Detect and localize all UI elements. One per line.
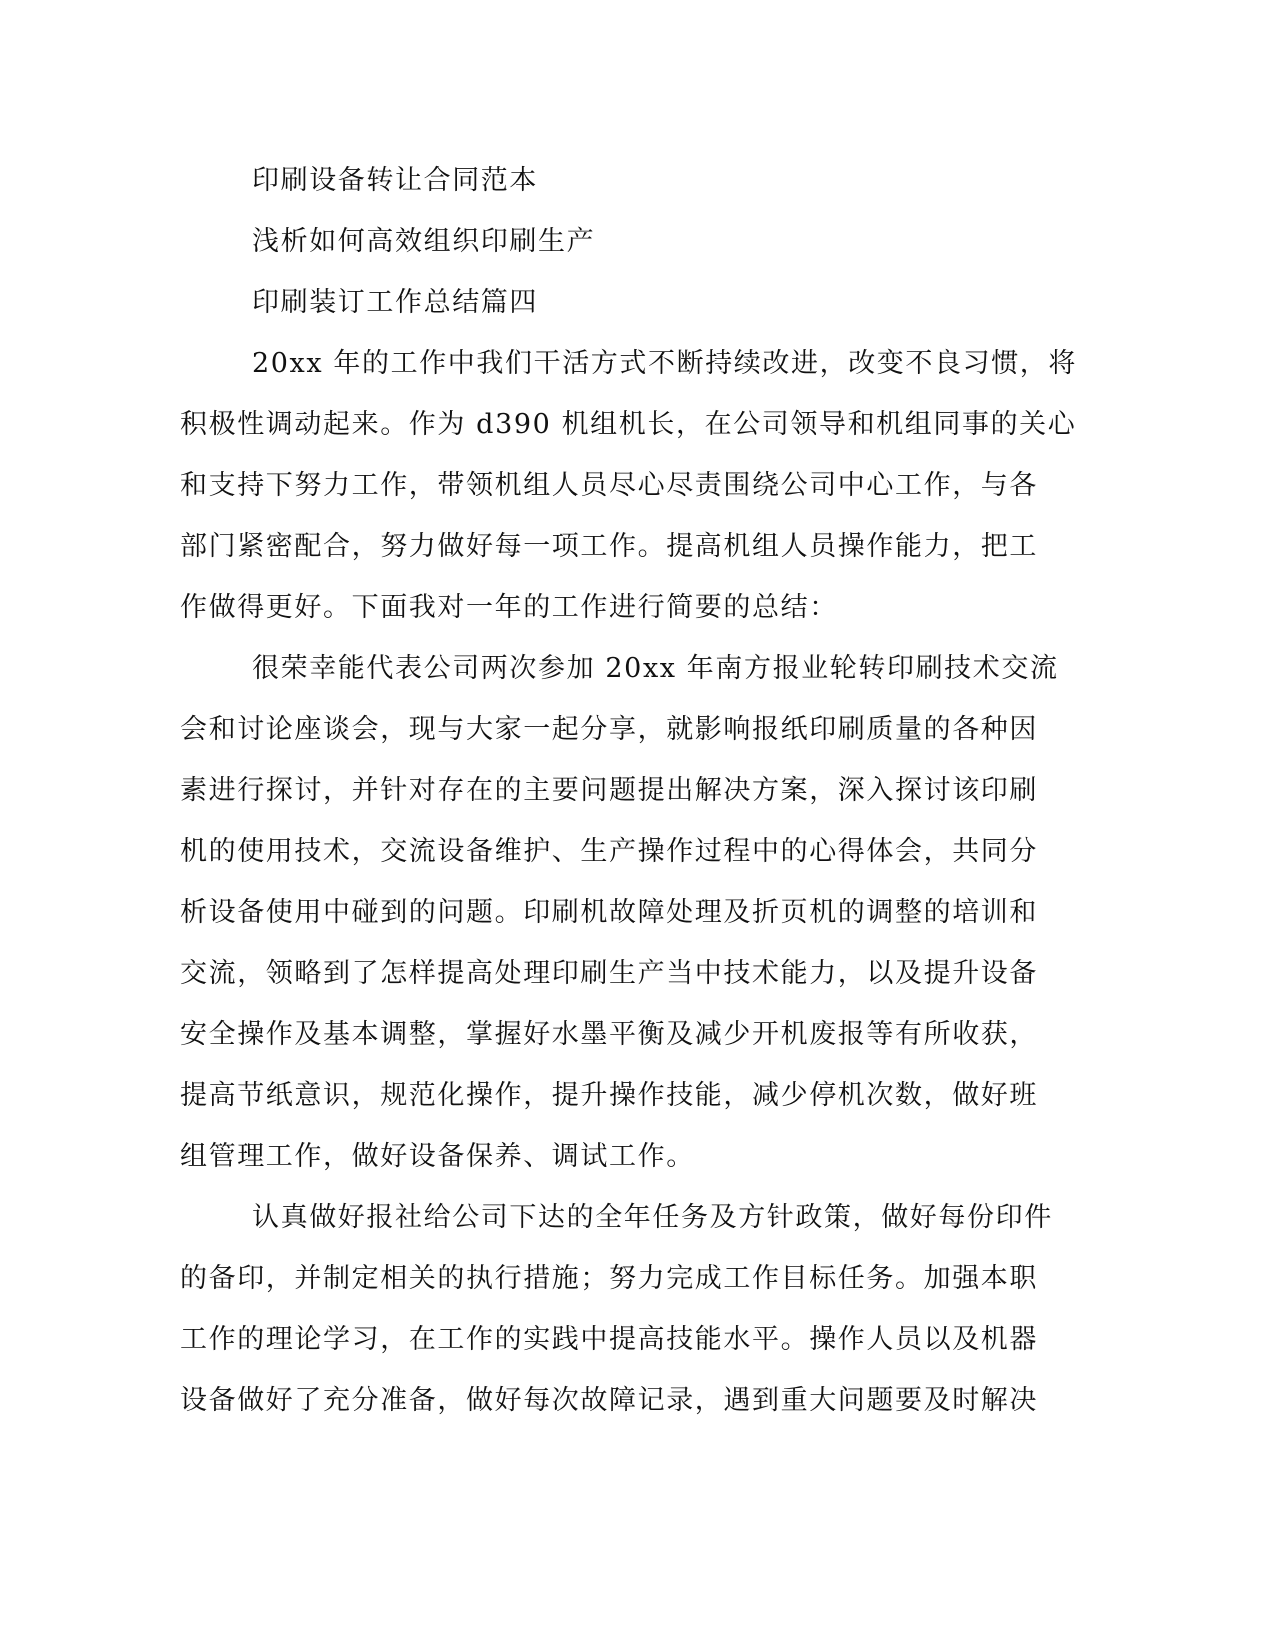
paragraph-line: 机的使用技术，交流设备维护、生产操作过程中的心得体会，共同分 [180,836,1038,867]
paragraph-line: 作做得更好。下面我对一年的工作进行简要的总结： [180,592,838,623]
paragraph-line: 工作的理论学习，在工作的实践中提高技能水平。操作人员以及机器 [180,1324,1038,1355]
paragraph-line: 部门紧密配合，努力做好每一项工作。提高机组人员操作能力，把工 [180,531,1038,562]
paragraph-line: 设备做好了充分准备，做好每次故障记录，遇到重大问题要及时解决 [180,1385,1038,1416]
paragraph-1 [180,333,1077,638]
paragraph-line: 组管理工作，做好设备保养、调试工作。 [180,1141,695,1172]
paragraph-3 [180,1187,1053,1431]
paragraph-line: 很荣幸能代表公司两次参加 20xx 年南方报业轮转印刷技术交流 [252,653,1059,684]
paragraph-line: 安全操作及基本调整，掌握好水墨平衡及减少开机废报等有所收获， [180,1019,1038,1050]
paragraph-line: 认真做好报社给公司下达的全年任务及方针政策，做好每份印件 [252,1202,1053,1233]
document-page [180,150,1077,1431]
paragraph-line: 素进行探讨，并针对存在的主要问题提出解决方案，深入探讨该印刷 [180,775,1038,806]
paragraph-line: 提高节纸意识，规范化操作，提升操作技能，减少停机次数，做好班 [180,1080,1038,1111]
section-title: 印刷装订工作总结篇四 [252,287,538,318]
related-link-2[interactable]: 浅析如何高效组织印刷生产 [252,226,596,257]
paragraph-line: 的备印，并制定相关的执行措施；努力完成工作目标任务。加强本职 [180,1263,1038,1294]
paragraph-line: 和支持下努力工作，带领机组人员尽心尽责围绕公司中心工作，与各 [180,470,1038,501]
paragraph-line: 交流，领略到了怎样提高处理印刷生产当中技术能力，以及提升设备 [180,958,1038,989]
paragraph-line: 20xx 年的工作中我们干活方式不断持续改进，改变不良习惯，将 [252,348,1077,379]
paragraph-line: 析设备使用中碰到的问题。印刷机故障处理及折页机的调整的培训和 [180,897,1038,928]
paragraph-2 [180,638,1059,1187]
paragraph-line: 会和讨论座谈会，现与大家一起分享，就影响报纸印刷质量的各种因 [180,714,1038,745]
paragraph-line: 积极性调动起来。作为 d390 机组机长，在公司领导和机组同事的关心 [180,409,1077,440]
related-link-1[interactable]: 印刷设备转让合同范本 [252,165,538,196]
